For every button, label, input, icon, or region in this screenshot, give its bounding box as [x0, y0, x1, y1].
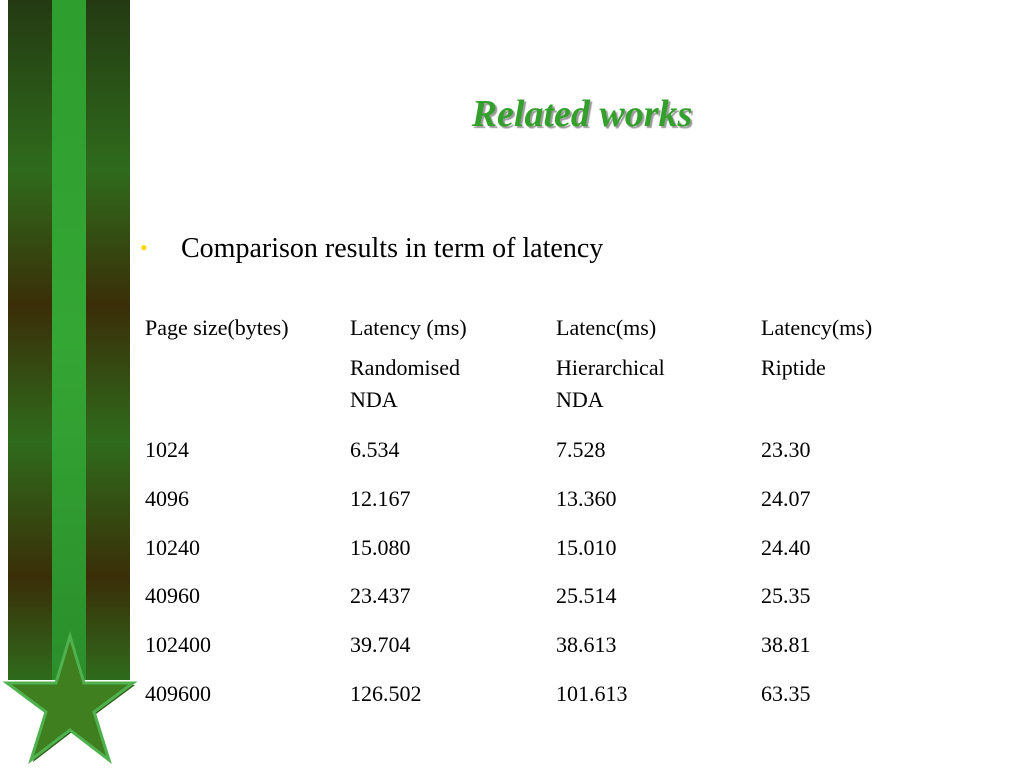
- column-header: Latency(ms): [761, 315, 873, 340]
- column-header: Latenc(ms): [556, 315, 657, 340]
- slide-title: Related works: [471, 93, 693, 135]
- subheader-line: NDA: [556, 387, 604, 412]
- table-row: [145, 629, 921, 678]
- table-cell: 25.35: [761, 583, 811, 609]
- table-subheader-row: [145, 352, 921, 434]
- table-cell: 7.528: [556, 437, 606, 462]
- ribbon-right-band: [86, 0, 130, 680]
- table-cell: 39.704: [350, 632, 411, 658]
- table-header-row: [145, 312, 921, 352]
- table-row: [145, 483, 921, 532]
- table-cell: 126.502: [350, 680, 422, 706]
- bullet-text: Comparison results in term of latency: [181, 233, 604, 264]
- table-cell: 23.30: [761, 437, 811, 462]
- table-row: [145, 580, 921, 629]
- subheader-line: Hierarchical: [556, 355, 665, 380]
- table-cell: 25.514: [556, 583, 617, 609]
- table-cell: 12.167: [350, 485, 411, 511]
- column-subheader: [556, 352, 761, 434]
- column-subheader: [761, 352, 921, 434]
- table-cell: 102400: [145, 632, 211, 658]
- column-subheader: [145, 352, 350, 434]
- table-cell: 40960: [145, 583, 200, 609]
- table-cell: 1024: [145, 437, 189, 462]
- table-cell: 13.360: [556, 485, 617, 511]
- table-cell: 38.613: [556, 632, 617, 658]
- table-cell: 4096: [145, 485, 189, 511]
- table-cell: 101.613: [556, 680, 628, 706]
- table-cell: 15.010: [556, 534, 617, 560]
- table-cell: 63.35: [761, 680, 811, 706]
- ribbon-center-band: [52, 0, 86, 680]
- latency-table: [145, 312, 921, 727]
- table-cell: 24.07: [761, 485, 811, 511]
- subheader-line: Riptide: [761, 355, 826, 380]
- bullet-icon: •: [140, 235, 148, 260]
- table-cell: 24.40: [761, 534, 811, 560]
- table-cell: 6.534: [350, 437, 400, 462]
- column-header: Page size(bytes): [145, 315, 289, 340]
- table-cell: 23.437: [350, 583, 411, 609]
- ribbon-left-band: [8, 0, 52, 680]
- column-header: Latency (ms): [350, 315, 467, 340]
- subheader-line: Randomised: [350, 355, 460, 380]
- table-row: [145, 678, 921, 727]
- table-row: [145, 532, 921, 581]
- table-cell: 10240: [145, 534, 200, 560]
- column-subheader: [350, 352, 556, 434]
- table-cell: 15.080: [350, 534, 411, 560]
- subheader-line: NDA: [350, 387, 398, 412]
- table-cell: 409600: [145, 680, 211, 706]
- ribbon-decoration: [0, 0, 140, 768]
- table-cell: 38.81: [761, 632, 811, 658]
- table-row: [145, 434, 921, 483]
